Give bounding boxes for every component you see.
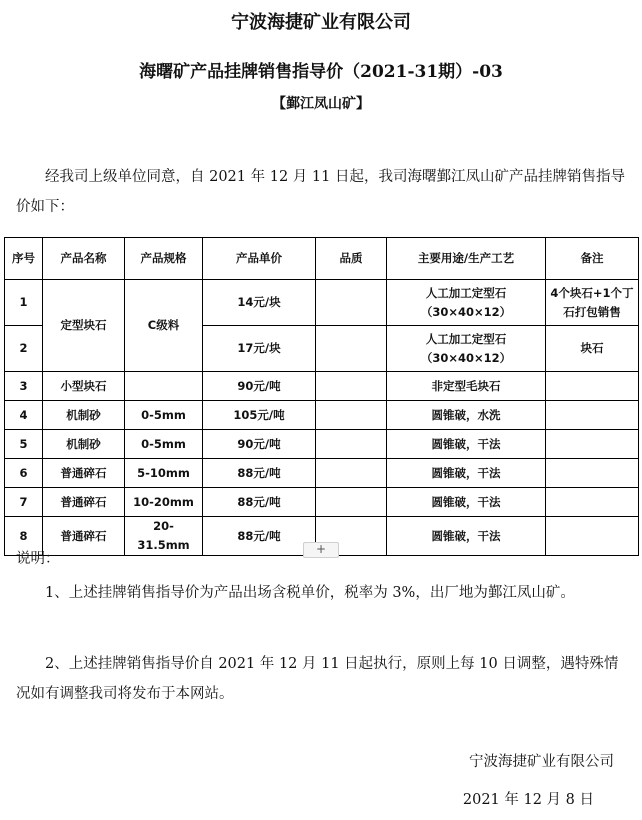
product-price: 88元/吨 xyxy=(203,459,316,488)
product-name: 普通碎石 xyxy=(43,488,125,517)
row-number: 8 xyxy=(5,517,43,556)
product-name: 机制砂 xyxy=(43,401,125,430)
row-number: 1 xyxy=(5,280,43,326)
price-table xyxy=(4,237,639,556)
document-title: 海曙矿产品挂牌销售指导价（2021-31期）-03 xyxy=(139,62,503,82)
product-note xyxy=(546,372,639,401)
product-quality xyxy=(316,488,387,517)
product-use: 圆锥破，干法 xyxy=(387,488,546,517)
row-number: 4 xyxy=(5,401,43,430)
table-row xyxy=(5,372,639,401)
product-use: 圆锥破，干法 xyxy=(387,459,546,488)
product-note xyxy=(546,401,639,430)
product-spec: 5-10mm xyxy=(125,459,203,488)
mine-subtitle: 【鄞江凤山矿】 xyxy=(272,96,370,112)
header-cell: 品质 xyxy=(316,238,387,280)
table-row xyxy=(5,488,639,517)
header-cell: 主要用途/生产工艺 xyxy=(387,238,546,280)
product-price: 17元/块 xyxy=(203,326,316,372)
product-use: 人工加工定型石（30×40×12） xyxy=(387,280,546,326)
product-note xyxy=(546,517,639,556)
product-note: 4个块石+1个丁石打包销售 xyxy=(546,280,639,326)
notes-label: 说明： xyxy=(16,551,60,567)
product-spec: 0-5mm xyxy=(125,430,203,459)
product-quality xyxy=(316,326,387,372)
signature-date: 2021 年 12 月 8 日 xyxy=(462,792,594,808)
intro-paragraph: 经我司上级单位同意，自 2021 年 12 月 11 日起，我司海曙鄞江凤山矿产品挂牌销售指导价如下： xyxy=(16,169,625,215)
product-note: 块石 xyxy=(546,326,639,372)
product-spec xyxy=(125,372,203,401)
product-name: 定型块石 xyxy=(43,280,125,372)
product-quality xyxy=(316,401,387,430)
product-note xyxy=(546,430,639,459)
row-number: 6 xyxy=(5,459,43,488)
product-quality xyxy=(316,280,387,326)
product-price: 105元/吨 xyxy=(203,401,316,430)
header-cell: 产品名称 xyxy=(43,238,125,280)
add-row-handle[interactable]: + xyxy=(303,542,339,558)
product-spec: 10-20mm xyxy=(125,488,203,517)
product-use: 圆锥破，干法 xyxy=(387,517,546,556)
row-number: 5 xyxy=(5,430,43,459)
product-use: 圆锥破，干法 xyxy=(387,430,546,459)
product-spec: C级料 xyxy=(125,280,203,372)
product-name: 小型块石 xyxy=(43,372,125,401)
table-row xyxy=(5,280,639,326)
product-name: 普通碎石 xyxy=(43,459,125,488)
product-note xyxy=(546,488,639,517)
header-cell: 产品规格 xyxy=(125,238,203,280)
product-name: 普通碎石 xyxy=(43,517,125,556)
product-price: 88元/吨 xyxy=(203,488,316,517)
product-price: 88元/吨 xyxy=(203,517,316,556)
product-note xyxy=(546,459,639,488)
product-use: 非定型毛块石 xyxy=(387,372,546,401)
row-number: 7 xyxy=(5,488,43,517)
note-item: 2、上述挂牌销售指导价自 2021 年 12 月 11 日起执行，原则上每 10 日调整，遇特殊情况如有调整我司将发布于本网站。 xyxy=(16,656,619,702)
product-quality xyxy=(316,372,387,401)
product-spec: 0-5mm xyxy=(125,401,203,430)
note-item: 1、上述挂牌销售指导价为产品出场含税单价，税率为 3%，出厂地为鄞江凤山矿。 xyxy=(45,585,575,601)
header-cell: 产品单价 xyxy=(203,238,316,280)
table-row xyxy=(5,401,639,430)
product-price: 14元/块 xyxy=(203,280,316,326)
signature-company: 宁波海捷矿业有限公司 xyxy=(469,754,614,770)
row-number: 2 xyxy=(5,326,43,372)
company-title: 宁波海捷矿业有限公司 xyxy=(231,12,411,33)
header-cell: 序号 xyxy=(5,238,43,280)
header-cell: 备注 xyxy=(546,238,639,280)
product-price: 90元/吨 xyxy=(203,430,316,459)
product-use: 圆锥破，水洗 xyxy=(387,401,546,430)
table-row xyxy=(5,430,639,459)
product-quality xyxy=(316,430,387,459)
product-price: 90元/吨 xyxy=(203,372,316,401)
product-quality xyxy=(316,459,387,488)
product-name: 机制砂 xyxy=(43,430,125,459)
table-header-row xyxy=(5,238,639,280)
table-row xyxy=(5,459,639,488)
product-spec: 20-31.5mm xyxy=(125,517,203,556)
row-number: 3 xyxy=(5,372,43,401)
product-use: 人工加工定型石（30×40×12） xyxy=(387,326,546,372)
